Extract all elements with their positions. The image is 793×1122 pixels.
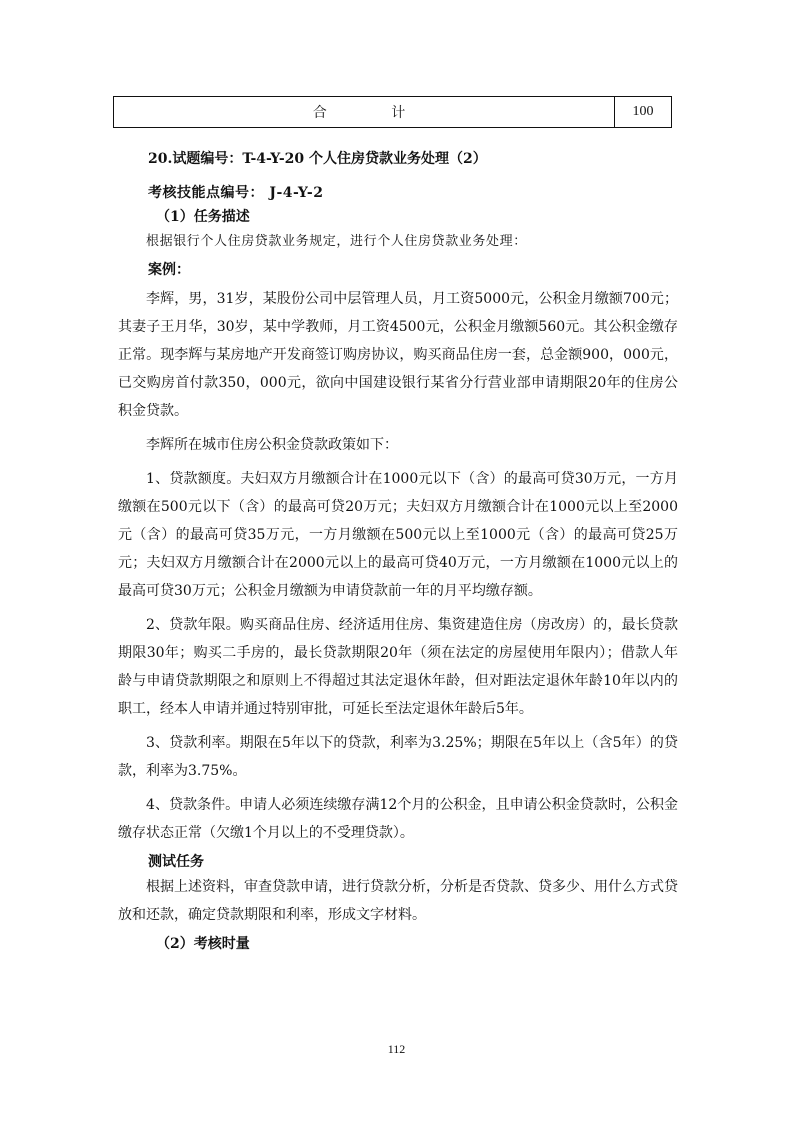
test-task-text: 根据上述资料，审查贷款申请，进行贷款分析，分析是否贷款、贷多少、用什么方式贷放和还款，确定贷款期限和利率，形成文字材料。 xyxy=(118,879,678,923)
task-description: 根据银行个人住房贷款业务规定，进行个人住房贷款业务处理： xyxy=(146,234,527,249)
skill-code: 考核技能点编号： J-4-Y-2 xyxy=(148,185,324,201)
case-label: 案例： xyxy=(148,262,190,278)
policy-loan-term: 2、贷款年限。购买商品住房、经济适用住房、集资建造住房（房改房）的，最长贷款期限30年；购买二手房的，最长贷款期限20年（须在法定的房屋使用年限内）；借款人年龄与申请贷款期限之和原则上不得超过其法定退休年龄，但对距法定退休年龄10年以内的职工，经本人申请并通过特别审批，可延长至法定退休年龄后5年。 xyxy=(118,617,678,717)
policy-conditions: 4、贷款条件。申请人必须连续缴存满12个月的公积金，且申请公积金贷款时，公积金缴存状态正常（欠缴1个月以上的不受理贷款）。 xyxy=(118,797,678,841)
total-label: 合 计 xyxy=(114,97,615,127)
time-section-heading: （2）考核时量 xyxy=(156,936,250,952)
total-score: 100 xyxy=(632,104,654,119)
score-total-table xyxy=(113,96,672,128)
case-paragraph: 李辉，男，31岁，某股份公司中层管理人员，月工资5000元，公积金月缴额700元；其妻子王月华，30岁，某中学教师，月工资4500元，公积金月缴额560元。其公积金缴存正常。现李辉与某房地产开发商签订购房协议，购买商品住房一套，总金额900，000元，已交购房首付款350，000元，欲向中国建设银行某省分行营业部申请期限20年的住房公积金贷款。 xyxy=(118,291,678,419)
question-title: 20.试题编号：T-4-Y-20 个人住房贷款业务处理（2） xyxy=(148,151,487,167)
policy-interest-rate: 3、贷款利率。期限在5年以下的贷款，利率为3.25%；期限在5年以上（含5年）的贷款，利率为3.75%。 xyxy=(118,735,678,779)
task-section-heading: （1）任务描述 xyxy=(156,209,250,225)
policy-intro: 李辉所在城市住房公积金贷款政策如下： xyxy=(146,437,398,453)
page-number: 112 xyxy=(387,1042,406,1056)
policy-loan-amount: 1、贷款额度。夫妇双方月缴额合计在1000元以下（含）的最高可贷30万元，一方月缴额在500元以下（含）的最高可贷20万元；夫妇双方月缴额合计在1000元以上至2000元（含）的最高可贷35万元，一方月缴额在500元以上至1000元（含）的最高可贷25万元；夫妇双方月缴额合计在2000元以上的最高可贷40万元，一方月缴额在1000元以上的最高可贷30万元；公积金月缴额为申请贷款前一年的月平均缴存额。 xyxy=(118,471,678,599)
test-task-label: 测试任务 xyxy=(148,854,204,870)
document-body xyxy=(118,140,678,953)
